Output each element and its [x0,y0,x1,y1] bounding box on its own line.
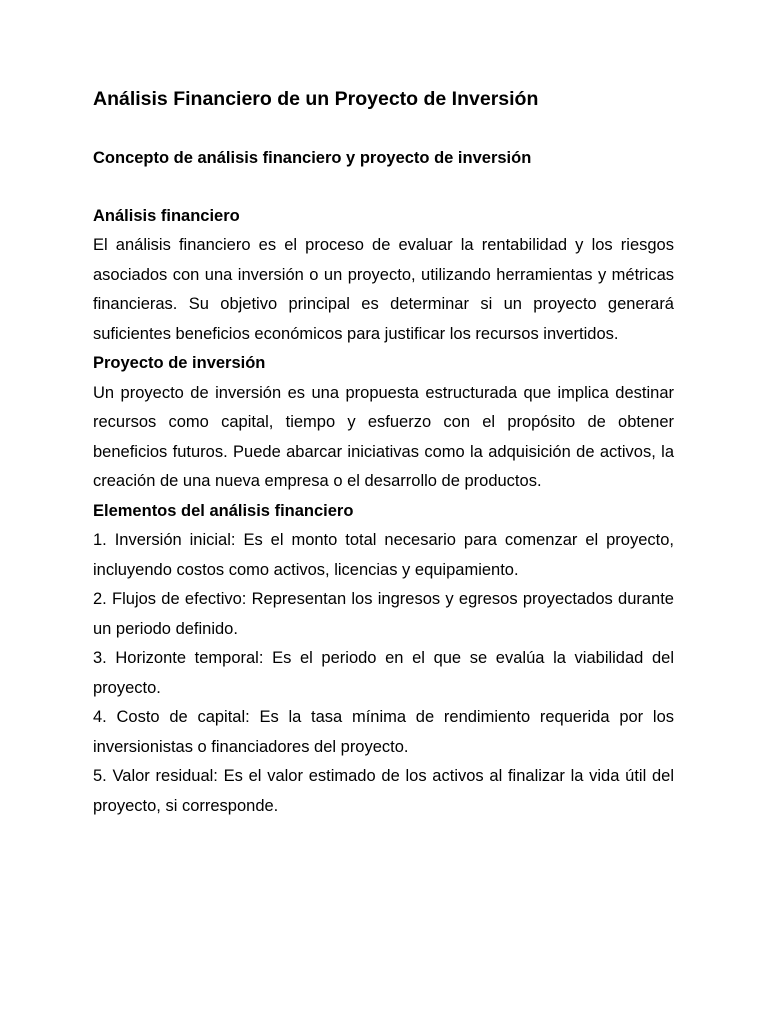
elements-list [93,526,674,821]
heading-proyecto-inversion: Proyecto de inversión [93,354,266,372]
heading-analisis-financiero: Análisis financiero [93,206,240,225]
list-item: 3. Horizonte temporal: Es el periodo en el que se evalúa la viabilidad del proyecto. [93,649,674,697]
heading-elementos: Elementos del análisis financiero [93,501,354,520]
document-title: Análisis Financiero de un Proyecto de Inversión [93,88,539,110]
list-item: 2. Flujos de efectivo: Representan los ingresos y egresos proyectados durante un periodo definido. [93,590,674,638]
list-item: 4. Costo de capital: Es la tasa mínima de rendimiento requerida por los inversionistas o financiadores del proyecto. [93,708,674,756]
paragraph-proyecto-inversion: Un proyecto de inversión es una propuesta estructurada que implica destinar recursos como capital, tiempo y esfuerzo con el propósito de obtener beneficios futuros. Puede abarcar iniciativas como la adquisición de activos, la creación de una nueva empresa o el desarrollo de productos. [93,383,674,490]
concept-heading: Concepto de análisis financiero y proyecto de inversión [93,149,532,167]
paragraph-analisis-financiero: El análisis financiero es el proceso de evaluar la rentabilidad y los riesgos asociados con una inversión o un proyecto, utilizando herramientas y métricas financieras. Su objetivo principal es determinar si un proyecto generará suficientes beneficios económicos para justificar los recursos invertidos. [93,236,674,343]
list-item: 5. Valor residual: Es el valor estimado de los activos al finalizar la vida útil del proyecto, si corresponde. [93,767,674,815]
list-item: 1. Inversión inicial: Es el monto total necesario para comenzar el proyecto, incluyendo costos como activos, licencias y equipamiento. [93,531,674,579]
document-page [93,84,674,821]
